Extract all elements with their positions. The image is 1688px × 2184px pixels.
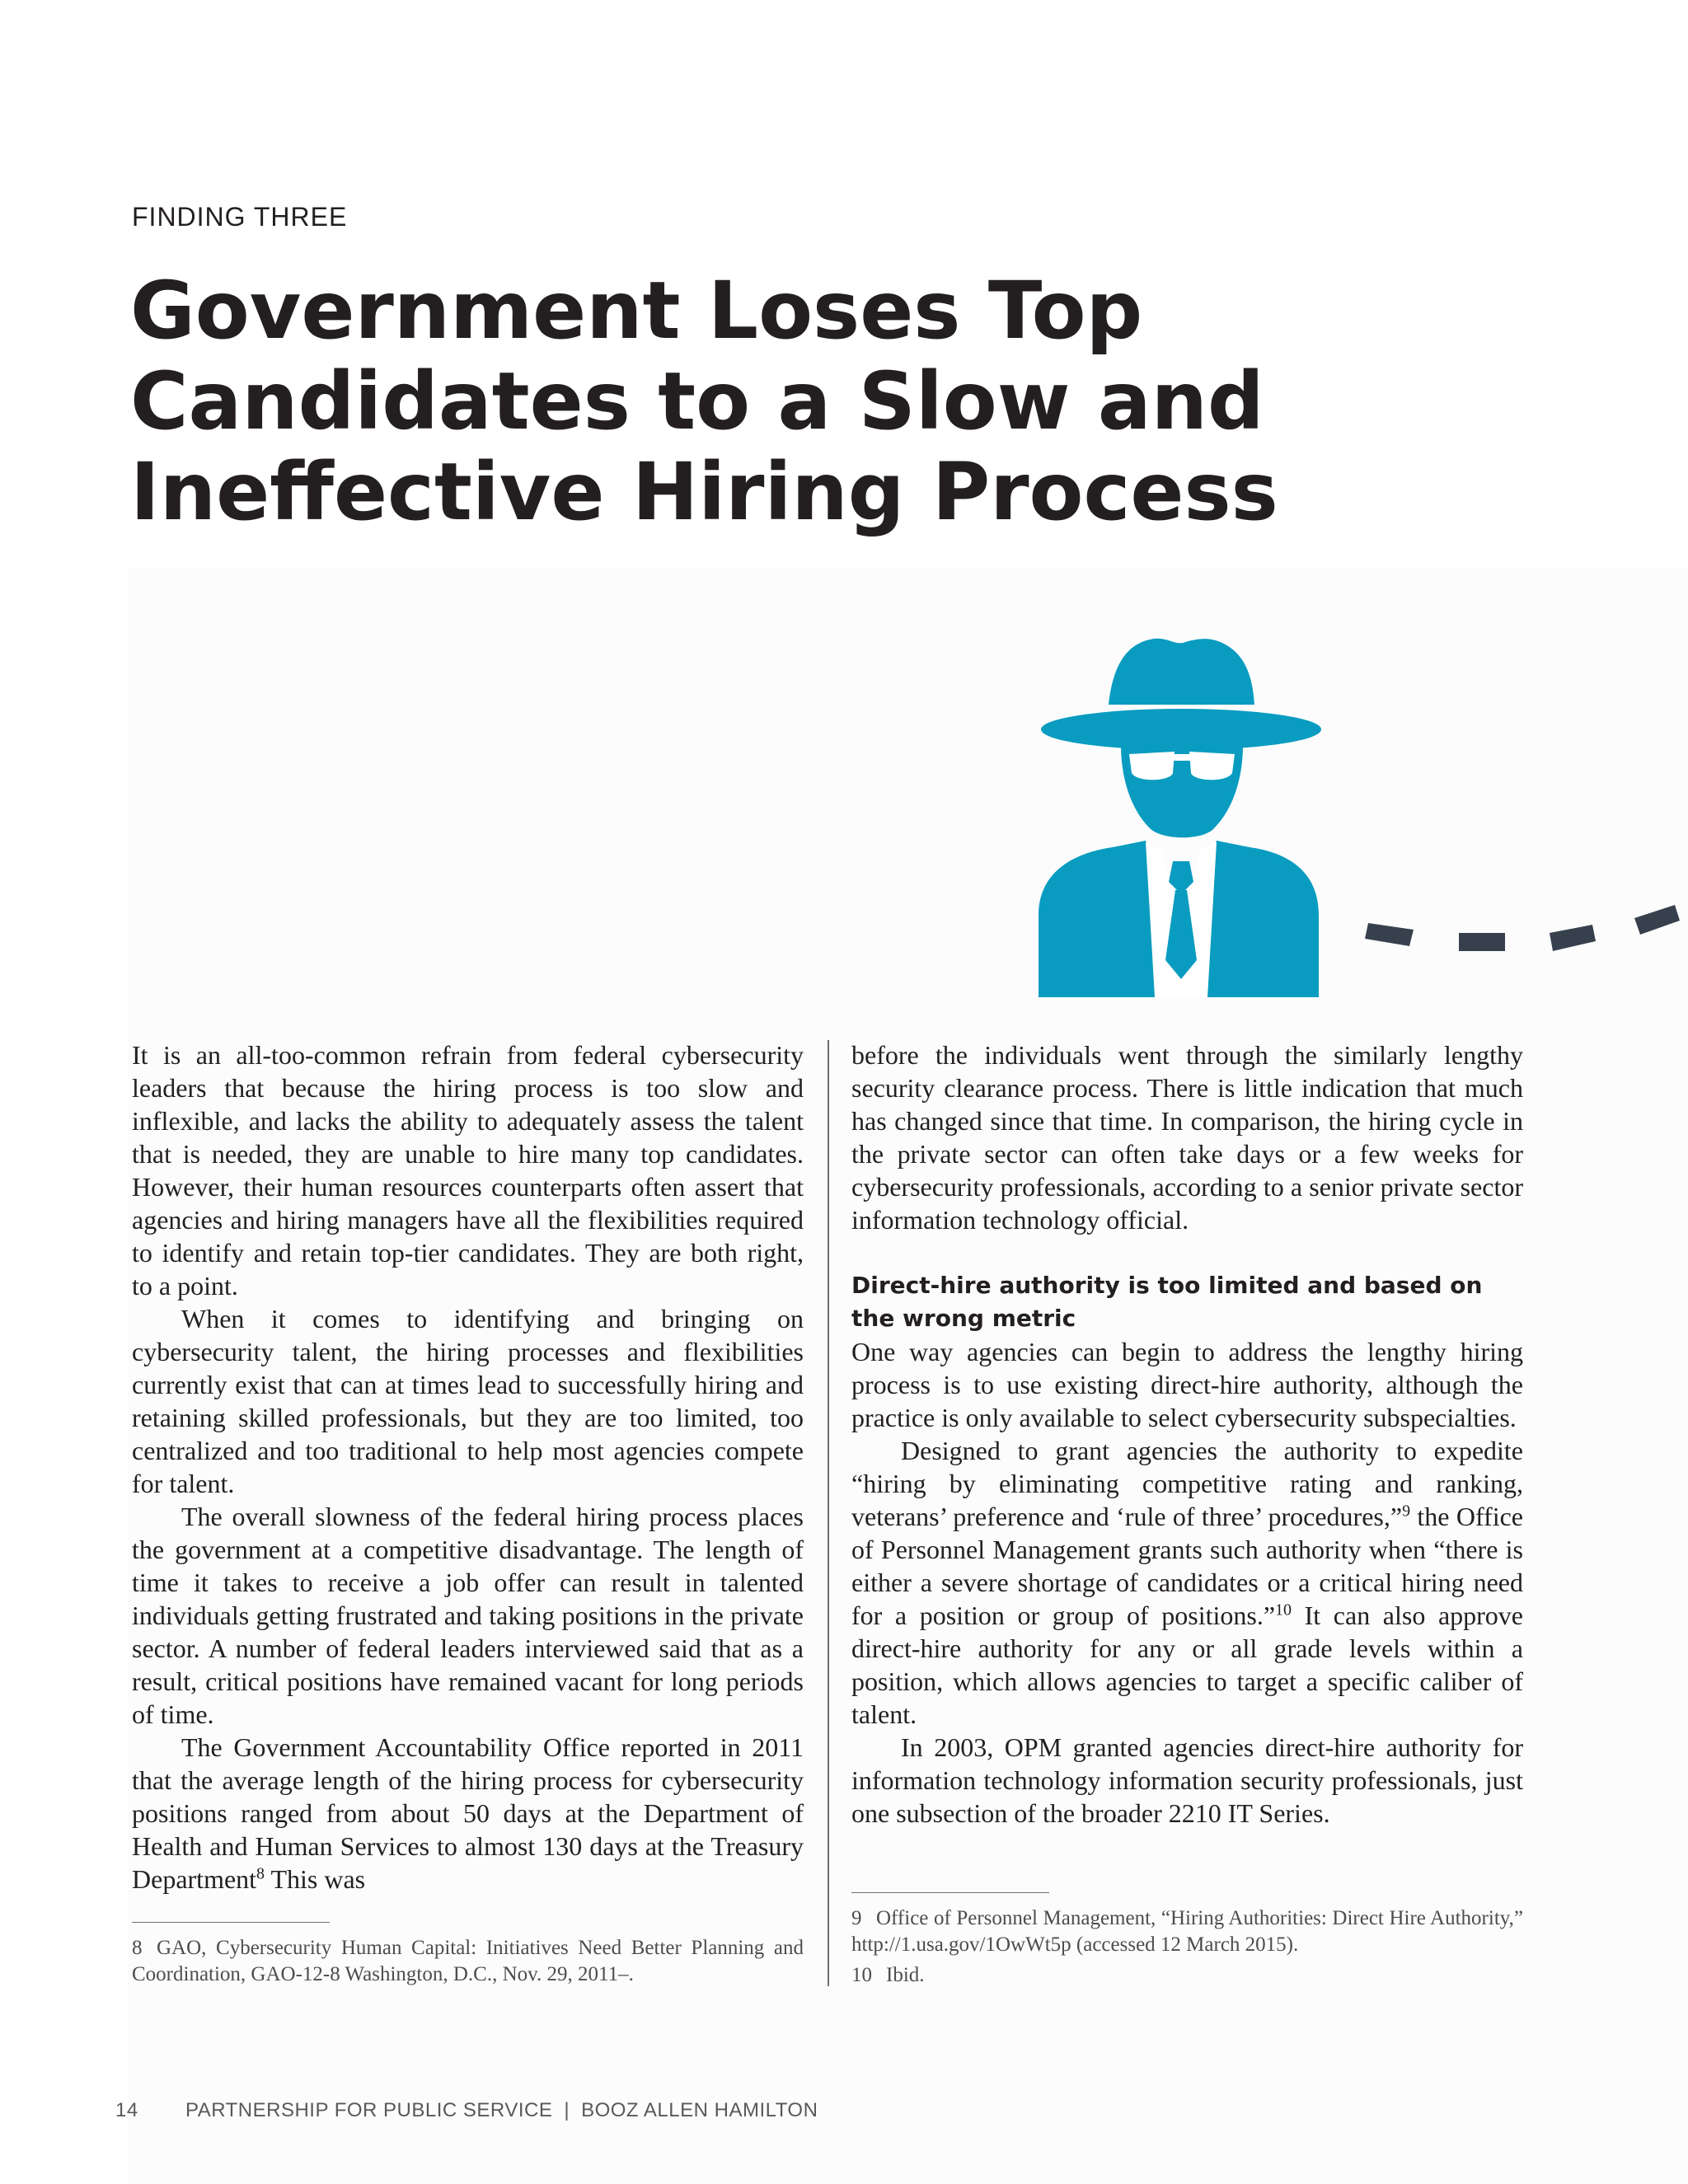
paragraph-text: the Office of Personnel Management grants such authority when “there is either a severe shortage of candidates or a critical hiring need for a position or group of positions.” (851, 1502, 1523, 1630)
footnote-number: 10 (851, 1964, 872, 1986)
paragraph (132, 1731, 804, 1896)
footer-org: BOOZ ALLEN HAMILTON (581, 2099, 818, 2121)
page-footer (115, 2099, 818, 2122)
paragraph-text: Designed to grant agencies the authority to expedite “hiring by eliminating competitive rating and ranking, veterans’ preference and ‘rule of three’ procedures,” (851, 1436, 1523, 1531)
footnote-number: 8 (132, 1937, 143, 1959)
footnote-text: GAO, Cybersecurity Human Capital: Initiatives Need Better Planning and Coordination, GAO-12-8 Washington, D.C., Nov. 29, 2011–. (132, 1937, 804, 1985)
paragraph-text: This was (265, 1864, 366, 1894)
footnote-rule (132, 1922, 330, 1923)
page-number: 14 (115, 2099, 138, 2121)
footnote-ref-8: 8 (256, 1864, 265, 1883)
footer-separator: | (564, 2099, 570, 2121)
footnote-number: 9 (851, 1907, 862, 1929)
paragraph: The overall slowness of the federal hiring process places the government at a competitive disadvantage. The length of time it takes to receive a job offer can result in talented individuals getting frustrated and taking positions in the private sector. A number of federal leaders interviewed said that as a result, critical positions have remained vacant for long periods of time. (132, 1502, 804, 1729)
footnote-ref-9: 9 (1402, 1502, 1411, 1521)
paragraph: In 2003, OPM granted agencies direct-hire authority for information technology information security professionals, just one subsection of the broader 2210 IT Series. (851, 1732, 1523, 1828)
footnote-text: Ibid. (886, 1964, 925, 1986)
paragraph: before the individuals went through the similarly lengthy security clearance process. There is little indication that much has changed since that time. In comparison, the hiring cycle in the private sector can often take days or a few weeks for cybersecurity professionals, according to a senior private sector information technology official. (851, 1040, 1523, 1235)
paragraph (851, 1434, 1523, 1731)
body-column-right (851, 1038, 1523, 1830)
paragraph-text: It can also approve direct-hire authority for any or all grade levels within a position, which allows agencies to target a specific caliber of talent. (851, 1601, 1524, 1729)
paragraph-text: The Government Accountability Office reported in 2011 that the average length of the hiring process for cybersecurity positions ranged from about 50 days at the Department of Health and Human Services to almost 130 days at the Treasury Department (132, 1732, 804, 1894)
body-column-left (132, 1038, 804, 1896)
page-title: Government Loses Top Candidates to a Slow and Ineffective Hiring Process (130, 265, 1278, 538)
footnote-rule (851, 1892, 1049, 1893)
footnote (851, 1962, 1523, 1989)
footnote-ref-10: 10 (1275, 1601, 1292, 1619)
footnote (851, 1905, 1523, 1958)
column-divider (828, 1040, 829, 1986)
footnote (132, 1935, 804, 1988)
paragraph: One way agencies can begin to address the lengthy hiring process is to use existing direct-hire authority, although the practice is only available to select cybersecurity subspecialties. (851, 1337, 1523, 1432)
footer-org: PARTNERSHIP FOR PUBLIC SERVICE (185, 2099, 553, 2121)
paragraph: It is an all-too-common refrain from federal cybersecurity leaders that because the hiring process is too slow and inflexible, and lacks the ability to adequately assess the talent that is needed, they are unable to hire many top candidates. However, their human resources counterparts often assert that agencies and hiring managers have all the flexibilities required to identify and retain top-tier candidates. They are both right, to a point. (132, 1040, 804, 1301)
footnote-text: Office of Personnel Management, “Hiring Authorities: Direct Hire Authority,” http://1.usa.gov/1OwWt5p (accessed 12 March 2015). (851, 1907, 1523, 1956)
spy-figure-icon (1039, 635, 1688, 1005)
section-kicker: FINDING THREE (132, 202, 348, 232)
section-subheading: Direct-hire authority is too limited and based on the wrong metric (851, 1272, 1483, 1332)
paragraph: When it comes to identifying and bringing on cybersecurity talent, the hiring processes and flexibilities currently exist that can at times lead to successfully hiring and retaining skilled professionals, but they are too limited, too centralized and too traditional to help most agencies compete for talent. (132, 1304, 804, 1498)
